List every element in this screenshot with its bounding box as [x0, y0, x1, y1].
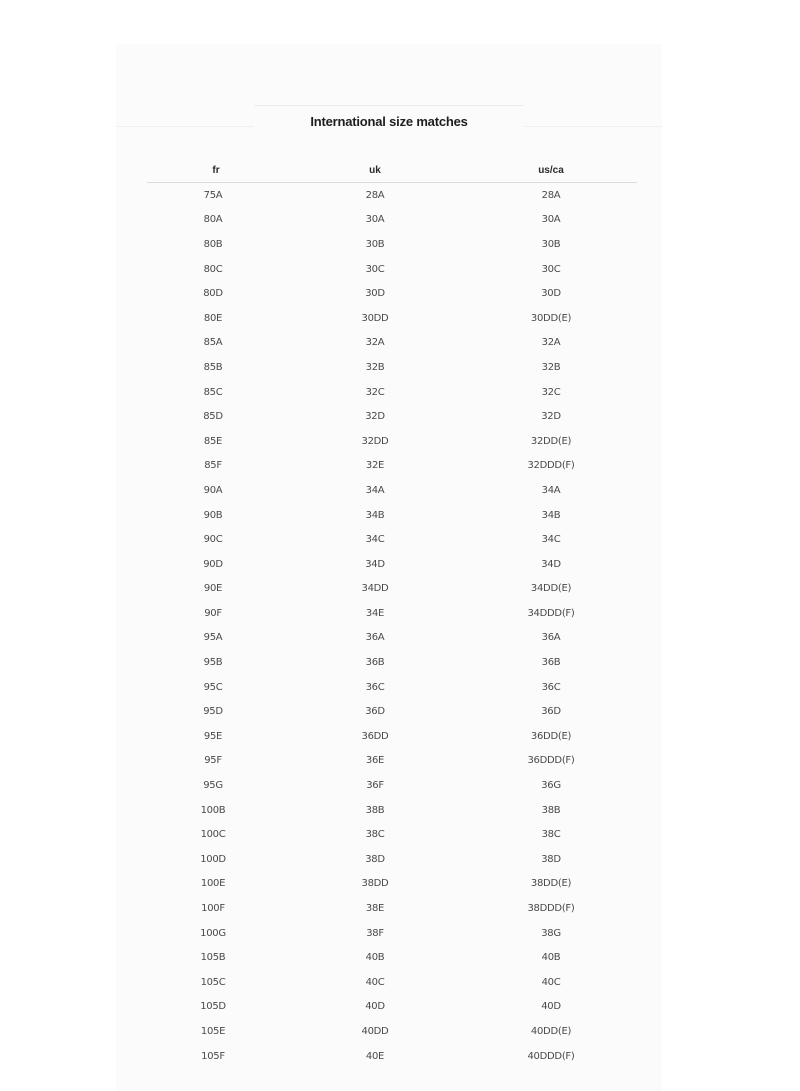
cell-us-ca: 38B	[541, 804, 561, 816]
table-row	[147, 281, 637, 306]
cell-us-ca: 38DD(E)	[530, 878, 572, 890]
cell-uk: 30D	[365, 288, 385, 300]
table-row	[147, 822, 637, 847]
cell-uk: 32A	[365, 337, 385, 349]
cell-fr: 85B	[203, 361, 223, 373]
cell-uk: 40C	[365, 976, 385, 988]
cell-uk: 32C	[365, 386, 385, 398]
cell-uk: 40D	[365, 1001, 385, 1013]
cell-us-ca: 30DD(E)	[530, 312, 572, 324]
cell-us-ca: 30A	[541, 214, 561, 226]
cell-us-ca: 32A	[541, 337, 561, 349]
table-row	[147, 1044, 637, 1069]
cell-fr: 90E	[203, 583, 223, 595]
cell-fr: 80D	[203, 288, 223, 300]
cell-fr: 85A	[203, 337, 223, 349]
table-row	[147, 650, 637, 675]
cell-uk: 28A	[365, 189, 385, 201]
cell-us-ca: 40DD(E)	[530, 1025, 572, 1037]
cell-us-ca: 40C	[541, 976, 561, 988]
cell-fr: 105B	[200, 952, 226, 964]
table-row	[147, 355, 637, 380]
cell-us-ca: 40B	[541, 952, 561, 964]
cell-us-ca: 36G	[541, 780, 561, 792]
table-row	[147, 872, 637, 897]
cell-uk: 36DD	[361, 730, 389, 742]
table-row	[147, 257, 637, 282]
cell-us-ca: 28A	[541, 189, 561, 201]
table-row	[147, 921, 637, 946]
cell-fr: 80B	[203, 238, 223, 250]
table-row	[147, 724, 637, 749]
table-row	[147, 478, 637, 503]
cell-us-ca: 34DDD(F)	[527, 607, 575, 619]
table-row	[147, 331, 637, 356]
cell-us-ca: 32C	[541, 386, 561, 398]
cell-fr: 85E	[203, 435, 223, 447]
table-row	[147, 454, 637, 479]
cell-us-ca: 32B	[541, 361, 561, 373]
cell-us-ca: 34A	[541, 484, 561, 496]
cell-uk: 30A	[365, 214, 385, 226]
cell-fr: 100G	[200, 927, 226, 939]
cell-uk: 34E	[365, 607, 385, 619]
cell-fr: 100E	[200, 878, 226, 890]
cell-fr: 95C	[203, 681, 223, 693]
cell-uk: 32E	[365, 460, 385, 472]
table-row	[147, 847, 637, 872]
cell-uk: 38F	[366, 927, 384, 939]
title-divider-right	[524, 126, 662, 127]
cell-fr: 80C	[203, 263, 223, 275]
cell-uk: 34DD	[361, 583, 389, 595]
cell-us-ca: 40DDD(F)	[527, 1050, 575, 1062]
cell-us-ca: 38D	[541, 853, 561, 865]
cell-uk: 36A	[365, 632, 385, 644]
cell-fr: 85F	[204, 460, 222, 472]
cell-us-ca: 30B	[541, 238, 561, 250]
cell-uk: 32DD	[361, 435, 389, 447]
cell-fr: 105C	[200, 976, 226, 988]
cell-uk: 38D	[365, 853, 385, 865]
table-row	[147, 404, 637, 429]
cell-fr: 105D	[200, 1001, 226, 1013]
cell-us-ca: 36C	[541, 681, 561, 693]
cell-us-ca: 32DDD(F)	[527, 460, 575, 472]
cell-fr: 90C	[203, 534, 223, 546]
table-row	[147, 773, 637, 798]
cell-us-ca: 36DD(E)	[530, 730, 572, 742]
cell-us-ca: 38DDD(F)	[527, 903, 575, 915]
table-row	[147, 208, 637, 233]
cell-uk: 38E	[365, 903, 385, 915]
cell-fr: 90F	[204, 607, 222, 619]
table-row	[147, 995, 637, 1020]
cell-uk: 38C	[365, 829, 385, 841]
cell-us-ca: 36D	[541, 706, 561, 718]
cell-fr: 85D	[203, 411, 223, 423]
cell-uk: 40B	[365, 952, 385, 964]
table-row	[147, 306, 637, 331]
table-row	[147, 699, 637, 724]
title-divider-left	[116, 126, 254, 127]
table-row	[147, 527, 637, 552]
table-row	[147, 626, 637, 651]
cell-uk: 30B	[365, 238, 385, 250]
cell-fr: 80E	[203, 312, 223, 324]
cell-uk: 36F	[366, 780, 384, 792]
table-row	[147, 601, 637, 626]
cell-us-ca: 36A	[541, 632, 561, 644]
table-row	[147, 945, 637, 970]
cell-us-ca: 30C	[541, 263, 561, 275]
cell-uk: 32D	[365, 411, 385, 423]
cell-us-ca: 36DDD(F)	[527, 755, 575, 767]
table-row	[147, 970, 637, 995]
cell-fr: 95B	[203, 657, 223, 669]
cell-fr: 95G	[203, 780, 223, 792]
cell-uk: 36D	[365, 706, 385, 718]
cell-us-ca: 32DD(E)	[530, 435, 572, 447]
cell-us-ca: 34C	[541, 534, 561, 546]
cell-uk: 36B	[365, 657, 385, 669]
table-row	[147, 577, 637, 602]
table-row	[147, 232, 637, 257]
cell-uk: 40DD	[361, 1025, 389, 1037]
cell-fr: 80A	[203, 214, 223, 226]
cell-us-ca: 34DD(E)	[530, 583, 572, 595]
cell-uk: 34A	[365, 484, 385, 496]
cell-uk: 30C	[365, 263, 385, 275]
cell-fr: 100B	[200, 804, 226, 816]
cell-fr: 90B	[203, 509, 223, 521]
size-table-title: International size matches	[310, 114, 468, 129]
cell-uk: 36E	[365, 755, 385, 767]
size-conversion-table	[147, 158, 637, 1068]
table-row	[147, 1019, 637, 1044]
table-row	[147, 675, 637, 700]
cell-fr: 90A	[203, 484, 223, 496]
cell-fr: 100F	[201, 903, 225, 915]
cell-us-ca: 40D	[541, 1001, 561, 1013]
cell-fr: 95F	[204, 755, 222, 767]
table-row	[147, 896, 637, 921]
table-row	[147, 552, 637, 577]
cell-us-ca: 30D	[541, 288, 561, 300]
cell-fr: 75A	[203, 189, 223, 201]
table-row	[147, 429, 637, 454]
title-divider-top	[254, 105, 524, 106]
table-header-row	[147, 158, 637, 183]
cell-us-ca: 34B	[541, 509, 561, 521]
cell-fr: 85C	[203, 386, 223, 398]
cell-fr: 95E	[203, 730, 223, 742]
cell-uk: 32B	[365, 361, 385, 373]
cell-us-ca: 38C	[541, 829, 561, 841]
cell-fr: 100D	[200, 853, 226, 865]
cell-fr: 95D	[203, 706, 223, 718]
table-row	[147, 749, 637, 774]
cell-us-ca: 34D	[541, 558, 561, 570]
cell-fr: 100C	[200, 829, 226, 841]
cell-fr: 90D	[203, 558, 223, 570]
cell-uk: 38B	[365, 804, 385, 816]
column-header-uk: uk	[285, 158, 465, 183]
cell-fr: 95A	[203, 632, 223, 644]
cell-fr: 105E	[200, 1025, 226, 1037]
cell-uk: 36C	[365, 681, 385, 693]
cell-us-ca: 38G	[541, 927, 561, 939]
cell-us-ca: 36B	[541, 657, 561, 669]
column-header-fr: fr	[147, 158, 285, 183]
table-row	[147, 503, 637, 528]
table-body	[147, 183, 637, 1069]
table-row	[147, 798, 637, 823]
cell-uk: 34B	[365, 509, 385, 521]
cell-uk: 34D	[365, 558, 385, 570]
cell-uk: 38DD	[361, 878, 389, 890]
cell-uk: 40E	[365, 1050, 385, 1062]
cell-us-ca: 32D	[541, 411, 561, 423]
cell-fr: 105F	[201, 1050, 225, 1062]
table-row	[147, 183, 637, 208]
table-row	[147, 380, 637, 405]
cell-uk: 34C	[365, 534, 385, 546]
column-header-us-ca: us/ca	[465, 158, 637, 183]
cell-uk: 30DD	[361, 312, 389, 324]
